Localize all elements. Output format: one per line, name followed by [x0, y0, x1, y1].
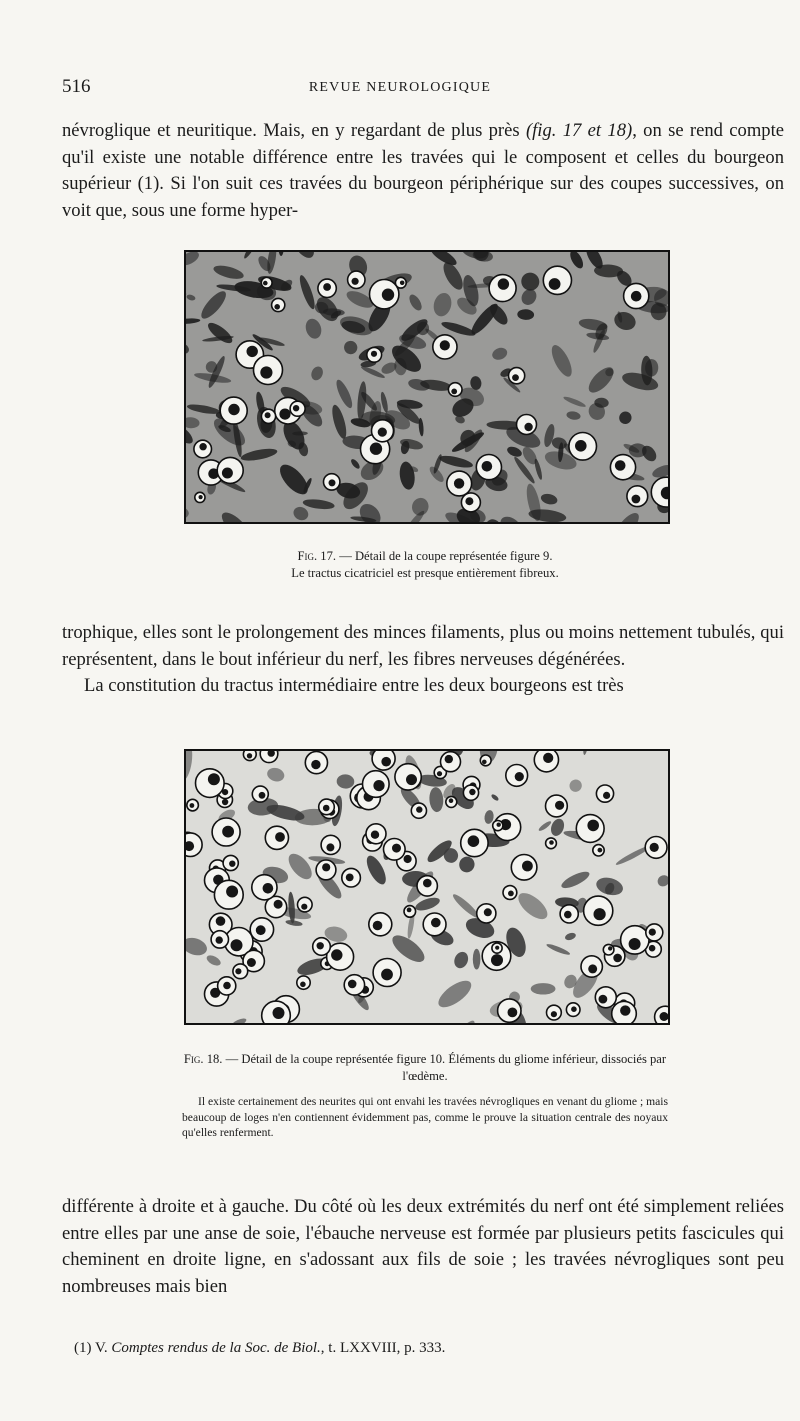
figure-reference: (fig. 17 et 18): [525, 120, 633, 141]
figure-18-caption-text: — Détail de la coupe représentée figure 10. Éléments du gliome inférieur, dissociés par l'œdème.: [222, 1052, 667, 1083]
middle-text: [62, 620, 784, 700]
intro-part-2: , on se rend compte qu'il existe une notable différence entre les travées qui le composent et celles du bourgeon supérieur (1). Si l'on suit ces travées du bourgeon périphérique sur des coupes successives, on voit que, sous une forme hyper-: [62, 120, 784, 221]
figure-18-note: Il existe certainement des neurites qui ont envahi les travées névrogliques en venant du gliome ; mais beaucoup de loges n'en contiennent évidemment pas, comme le prouve la situation centrale des noyaux qu'elles renferment.: [182, 1095, 668, 1139]
figure-18-label: Fig. 18.: [183, 1052, 223, 1066]
final-text: [62, 1194, 784, 1300]
figure-17-image: [184, 250, 670, 524]
figure-17-caption: [150, 548, 700, 582]
figure-17-caption-line-1: — Détail de la coupe représentée figure 9.: [336, 549, 553, 563]
footnote-marker: (1) V.: [74, 1340, 112, 1356]
middle-paragraph-2: La constitution du tractus intermédiaire entre les deux bourgeons est très: [84, 675, 624, 697]
figure-18-caption: [182, 1051, 668, 1085]
figure-17-caption-line-2: Le tractus cicatriciel est presque entièrement fibreux.: [291, 566, 559, 580]
page-number: 516: [62, 76, 91, 97]
intro-paragraph: [62, 118, 784, 224]
middle-paragraph-1: trophique, elles sont le prolongement des minces filaments, plus ou moins nettement tubulés, qui représentent, dans le bout inférieur du nerf, les fibres nerveuses dégénérées.: [62, 622, 784, 670]
intro-text: [62, 118, 784, 224]
intro-part-1: névroglique et neuritique. Mais, en y regardant de plus près: [62, 120, 526, 141]
running-head: REVUE NEUROLOGIQUE: [308, 80, 492, 95]
footnote-source: Comptes rendus de la Soc. de Biol.: [111, 1340, 321, 1356]
footnote: [74, 1340, 445, 1357]
footnote-rest: , t. LXXVIII, p. 333.: [320, 1340, 446, 1356]
figure-18-image: [184, 749, 670, 1025]
final-paragraph: différente à droite et à gauche. Du côté où les deux extrémités du nerf ont été simplement reliées entre elles par une anse de soie, l'ébauche nerveuse est formée par plusieurs petits fascicules qui cheminent en droite ligne, en s'adossant aux fils de soie ; les travées névrogliques sont peu nombreuses mais bien: [62, 1196, 784, 1297]
figure-17-label: Fig. 17.: [297, 549, 337, 563]
